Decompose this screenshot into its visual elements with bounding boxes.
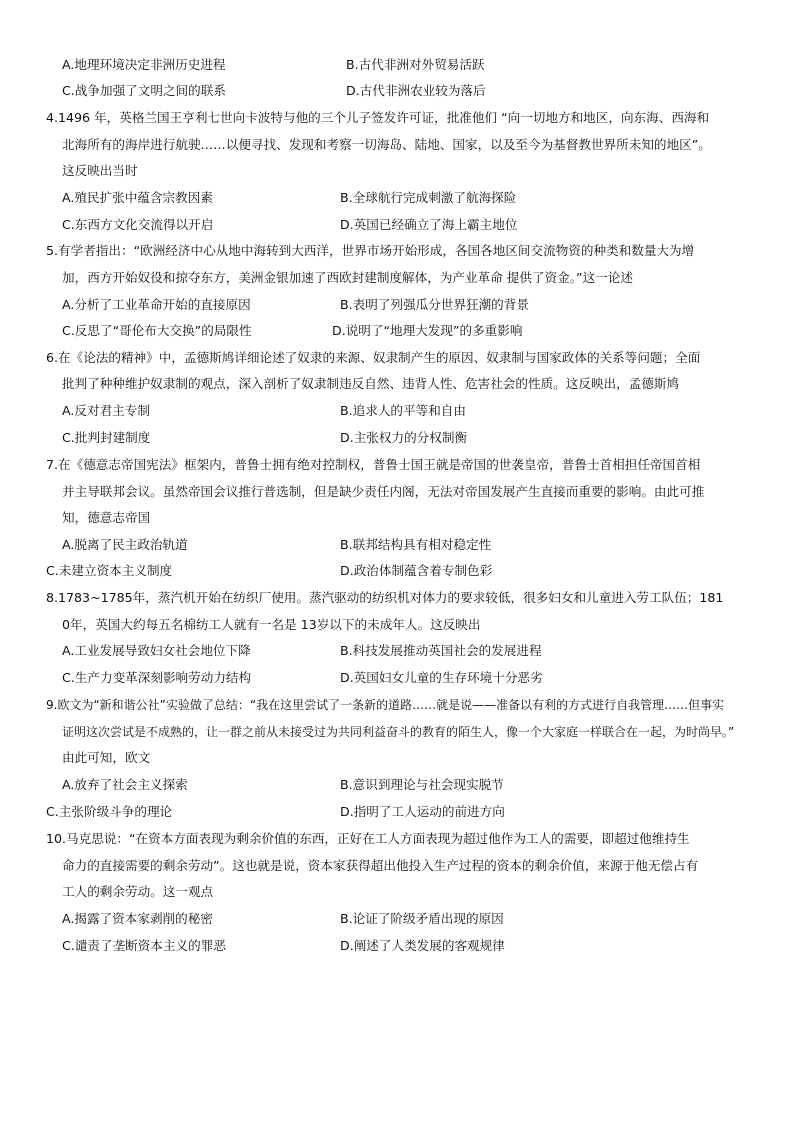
q4-option-a: A.殖民扩张中蕴含宗教因素 (62, 190, 213, 205)
q7-stem-line: 并主导联邦会议。虽然帝国会议推行普选制，但是缺少责任内阁，无法对帝国发展产生直接而重要的影响。由此可推 (62, 484, 705, 499)
q6-option-d: D.主张权力的分权制衡 (340, 430, 468, 445)
q5-option-c: C.反思了“哥伦布大交换”的局限性 (62, 323, 252, 338)
q3-option-a: A.地理环境决定非洲历史进程 (62, 57, 226, 72)
q4-option-b: B.全球航行完成刺激了航海探险 (340, 190, 517, 205)
q7-option-a: A.脱离了民主政治轨道 (62, 537, 188, 552)
q7-stem-line: 知，德意志帝国 (62, 510, 151, 525)
q6-option-b: B.追求人的平等和自由 (340, 403, 466, 418)
q9-stem-line: 由此可知，欧文 (62, 750, 151, 765)
q9-option-d: D.指明了工人运动的前进方向 (340, 804, 505, 819)
q8-option-b: B.科技发展推动英国社会的发展进程 (340, 643, 542, 658)
q6-stem-line: 6.在《论法的精神》中，孟德斯鸠详细论述了奴隶的来源、奴隶制产生的原因、奴隶制与国家政体的关系等问题；全面 (46, 350, 701, 365)
q10-stem-line: 10.马克思说：“在资本方面表现为剩余价值的东西，正好在工人方面表现为超过他作为工人的需要，即超过他维持生 (46, 831, 690, 846)
q8-option-d: D.英国妇女儿童的生存环境十分恶劣 (340, 670, 543, 685)
q9-stem-line: 证明这次尝试是不成熟的，让一群之前从未接受过为共同利益奋斗的教育的陌生人，像一个大家庭一样联合在一起，为时尚早。” (62, 725, 735, 739)
q7-option-d: D.政治体制蕴含着专制色彩 (340, 563, 493, 578)
q10-option-a: A.揭露了资本家剥削的秘密 (62, 911, 213, 926)
q6-option-c: C.批判封建制度 (62, 430, 151, 445)
q4-stem-line: 北海所有的海岸进行航驶……以便寻找、发现和考察一切海岛、陆地、国家，以及至今为基督教世界所未知的地区”。 (62, 137, 711, 152)
q4-stem-line: 这反映出当时 (62, 163, 138, 178)
q5-option-d: D.说明了“地理大发现”的多重影响 (332, 323, 523, 338)
q9-option-b: B.意识到理论与社会现实脱节 (340, 777, 504, 792)
q5-option-a: A.分析了工业革命开始的直接原因 (62, 297, 251, 312)
q5-option-b: B.表明了列强瓜分世界狂潮的背景 (340, 297, 529, 312)
q9-stem-line: 9.欧文为“新和谐公社”实验做了总结：“我在这里尝试了一条新的道路……就是说——准备以有利的方式进行自我管理……但事实 (46, 698, 725, 712)
q7-option-c: C.未建立资本主义制度 (46, 563, 173, 578)
q9-option-a: A.放弃了社会主义探索 (62, 777, 188, 792)
q6-stem-line: 批判了种种维护奴隶制的观点，深入剖析了奴隶制违反自然、违背人性、危害社会的性质。这反映出，孟德斯鸠 (62, 376, 680, 391)
q3-option-d: D.古代非洲农业较为落后 (346, 83, 486, 98)
q5-stem-line: 5.有学者指出：“欧洲经济中心从地中海转到大西洋，世界市场开始形成，各国各地区间交流物资的种类和数量大为增 (46, 243, 695, 258)
q6-option-a: A.反对君主专制 (62, 403, 150, 418)
q10-stem-line: 命力的直接需要的剩余劳动”。这也就是说，资本家获得超出他投入生产过程的资本的剩余价值，来源于他无偿占有 (62, 858, 699, 873)
q4-stem-line: 4.1496 年，英格兰国王亨利七世向卡波特与他的三个儿子签发许可证，批准他们 “向一切地方和地区，向东海、西海和 (46, 110, 710, 125)
q7-stem-line: 7.在《德意志帝国宪法》框架内，普鲁士拥有绝对控制权，普鲁士国王就是帝国的世袭皇帝，普鲁士首相担任帝国首相 (46, 457, 701, 472)
q7-option-b: B.联邦结构具有相对稳定性 (340, 537, 492, 552)
q9-option-c: C.主张阶级斗争的理论 (46, 804, 173, 819)
q8-stem-line: 8.1783~1785年，蒸汽机开始在纺织厂使用。蒸汽驱动的纺织机对体力的要求较低，很多妇女和儿童进入劳工队伍；181 (46, 590, 724, 605)
q10-stem-line: 工人的剩余劳动。这一观点 (62, 884, 214, 899)
q3-option-b: B.古代非洲对外贸易活跃 (346, 57, 485, 72)
q8-stem-line: 0年，英国大约每五名棉纺工人就有一名是 13岁以下的未成年人。这反映出 (62, 617, 481, 632)
q10-option-c: C.谴责了垄断资本主义的罪恶 (62, 938, 226, 953)
q5-stem-line: 加，西方开始奴役和掠夺东方，美洲金银加速了西欧封建制度解体，为产业革命 提供了资金。”这一论述 (62, 270, 633, 285)
q10-option-b: B.论证了阶级矛盾出现的原因 (340, 911, 504, 926)
q10-option-d: D.阐述了人类发展的客观规律 (340, 938, 505, 953)
q8-option-c: C.生产力变革深刻影响劳动力结构 (62, 670, 252, 685)
q3-option-c: C.战争加强了文明之间的联系 (62, 83, 226, 98)
q8-option-a: A.工业发展导致妇女社会地位下降 (62, 643, 251, 658)
q4-option-d: D.英国已经确立了海上霸主地位 (340, 217, 518, 232)
q4-option-c: C.东西方文化交流得以开启 (62, 217, 214, 232)
